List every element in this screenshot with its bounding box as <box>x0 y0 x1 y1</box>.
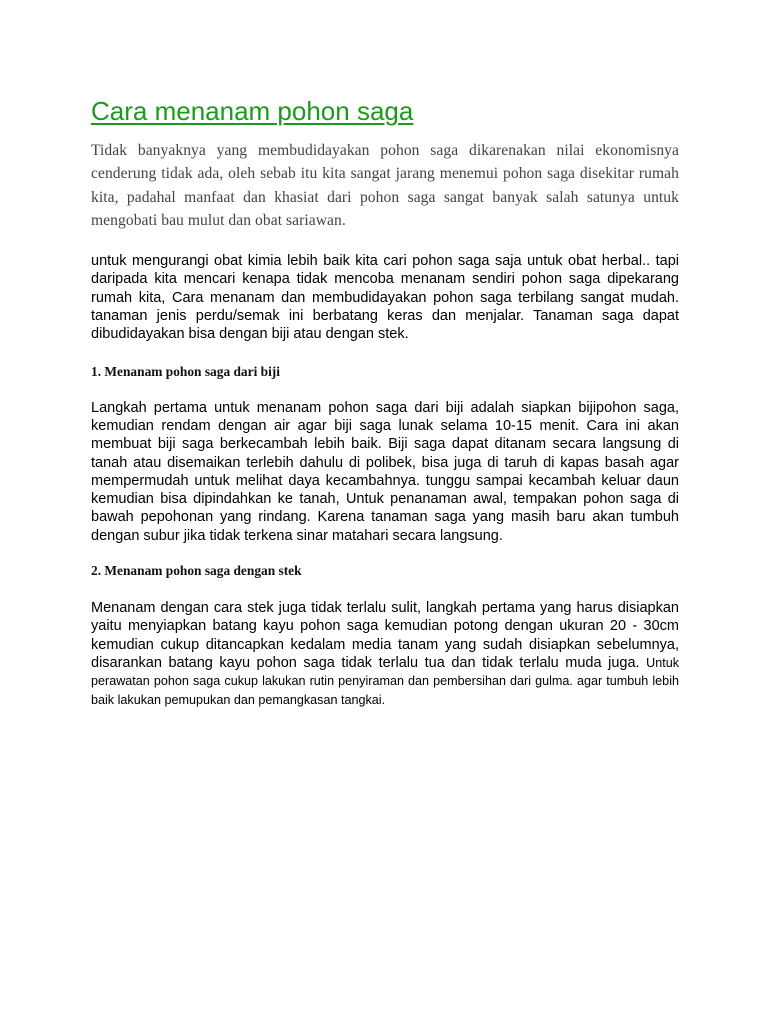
body-paragraph-1: untuk mengurangi obat kimia lebih baik kita cari pohon saga saja untuk obat herbal.. tapi daripada kita mencari kenapa tidak mencoba menanam sendiri pohon saga dipekarang rumah kita, Cara menanam dan membudidayakan pohon saga terbilang sangat mudah. tanaman jenis perdu/semak ini berbatang keras dan menjalar. Tanaman saga dapat dibudidayakan bisa dengan biji atau dengan stek. <box>91 253 679 343</box>
body-paragraph-3-main: Menanam dengan cara stek juga tidak terlalu sulit, langkah pertama yang harus disiapkan yaitu menyiapkan batang kayu pohon saga kemudian potong dengan ukuran 20 - 30cm kemudian cukup ditancapkan kedalam media tanam yang sudah disiapkan sebelumnya, disarankan batang kayu pohon saga tidak terlalu tua dan tidak terlalu muda juga. <box>91 600 679 671</box>
section-heading-cutting: 2. Menanam pohon saga dengan stek <box>91 563 302 579</box>
body-paragraph-3-care: Untuk perawatan pohon saga cukup lakukan rutin penyiraman dan pembersihan dari gulma. agar tumbuh lebih baik lakukan pemupukan dan pemangkasan tangkai. <box>91 655 679 707</box>
section-heading-seed: 1. Menanam pohon saga dari biji <box>91 363 280 379</box>
document-title: Cara menanam pohon saga <box>91 96 414 126</box>
document-content <box>91 94 679 709</box>
body-paragraph-2: Langkah pertama untuk menanam pohon saga dari biji adalah siapkan bijipohon saga, kemudian rendam dengan air agar biji saga lunak selama 10-15 menit. Cara ini akan membuat biji saga berkecambah lebih baik. Biji saga dapat ditanam secara langsung di tanah atau disemaikan terlebih dahulu di polibek, bisa juga di taruh di kapas basah agar mempermudah untuk melihat daya kecambahnya. tunggu sampai kecambah keluar daun kemudian bisa dipindahkan ke tanah, Untuk penanaman awal, tempakan pohon saga di bawah pepohonan yang rindang. Karena tanaman saga yang masih baru akan tumbuh dengan subur jika tidak terkena sinar matahari secara langsung. <box>91 399 679 544</box>
body-paragraph-3 <box>91 599 679 709</box>
intro-paragraph: Tidak banyaknya yang membudidayakan pohon saga dikarenakan nilai ekonomisnya cenderung tidak ada, oleh sebab itu kita sangat jarang menemui pohon saga disekitar rumah kita, padahal manfaat dan khasiat dari pohon saga sangat banyak salah satunya untuk mengobati bau mulut dan obat sariawan. <box>91 142 679 229</box>
